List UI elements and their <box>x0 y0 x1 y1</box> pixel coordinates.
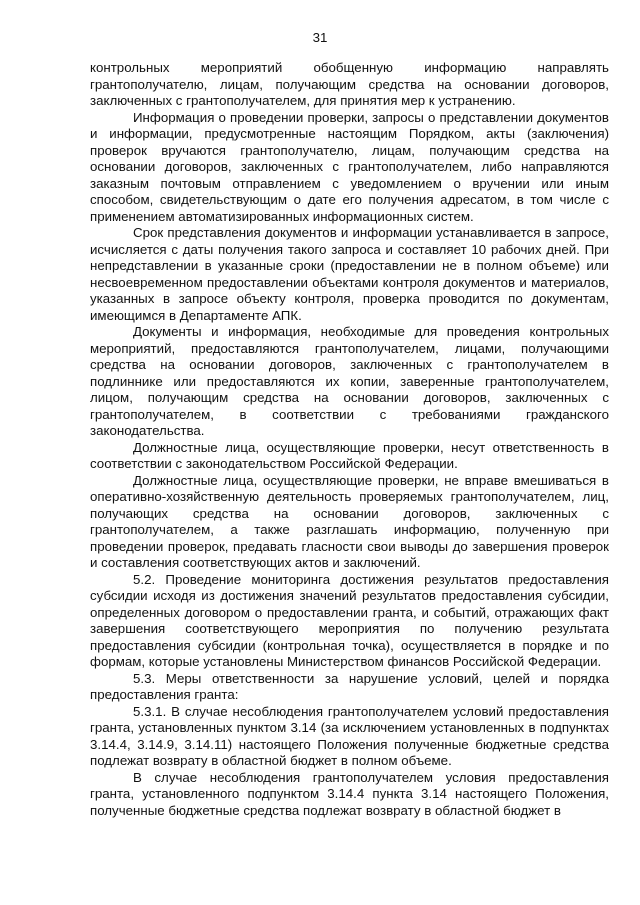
paragraph-inspection-info: Информация о проведении проверки, запросы о представлении документов и информации, предусмотренные настоящим Порядком, акты (заключения) проверок вручаются грантополучателю, лицам, получающим средства на основании договоров, заключенных с грантополучателем, либо направляются заказным почтовым отправлением с уведомлением о вручении или иным способом, свидетельствующим о дате его получения адресатом, в том числе с применением автоматизированных информационных систем. <box>90 109 609 224</box>
paragraph-officials-restrictions: Должностные лица, осуществляющие проверки, не вправе вмешиваться в оперативно-хозяйственную деятельность проверяемых грантополучателем, лиц, получающих средства на основании договоров, заключенных с грантополучателем, а также разглашать информацию, полученную при проведении проверок, предавать гласности свои выводы до завершения проверок и составления соответствующих актов и заключений. <box>90 472 609 570</box>
paragraph-submission-deadline: Срок представления документов и информации устанавливается в запросе, исчисляется с даты получения такого запроса и составляет 10 рабочих дней. При непредставлении в указанные сроки (предоставлении не в полном объеме) или несвоевременном предоставлении объектами контроля документов и материалов, указанных в запросе объекту контроля, проверка проводится по документам, имеющимся в Департаменте АПК. <box>90 225 609 323</box>
paragraph-documents-provided: Документы и информация, необходимые для проведения контрольных мероприятий, предоставляются грантополучателем, лицами, получающими средства на основании договоров, заключенных с грантополучателем в подлиннике или предоставляются их копии, заверенные грантополучателем, лицом, получающим средства на основании договоров, заключенных с грантополучателем, в соответствии с требованиями гражданского законодательства. <box>90 324 609 438</box>
paragraph-5-3-measures: 5.3. Меры ответственности за нарушение условий, целей и порядка предоставления гранта: <box>90 670 609 702</box>
paragraph-5-3-1: 5.3.1. В случае несоблюдения грантополучателем условий предоставления гранта, установленных пунктом 3.14 (за исключением установленных в подпунктах 3.14.4, 3.14.9, 3.14.11) настоящего Положения полученные бюджетные средства подлежат возврату в областной бюджет в полном объеме. <box>90 703 609 768</box>
paragraph-non-compliance: В случае несоблюдения грантополучателем условия предоставления гранта, установленного подпунктом 3.14.4 пункта 3.14 настоящего Положения, полученные бюджетные средства подлежат возврату в областной бюджет в <box>90 769 609 818</box>
document-body <box>90 60 609 819</box>
paragraph-continuation: контрольных мероприятий обобщенную информацию направлять грантополучателю, лицам, получающим средства на основании договоров, заключенных с грантополучателем, для принятия мер к устранению. <box>90 60 609 108</box>
paragraph-officials-responsibility: Должностные лица, осуществляющие проверки, несут ответственность в соответствии с законодательством Российской Федерации. <box>90 439 609 471</box>
paragraph-5-2-monitoring: 5.2. Проведение мониторинга достижения результатов предоставления субсидии исходя из достижения значений результатов предоставления субсидии, определенных договором о предоставлении гранта, и событий, отражающих факт завершения соответствующего мероприятия по получению результата предоставления субсидии (контрольная точка), осуществляется в порядке и по формам, которые установлены Министерством финансов Российской Федерации. <box>90 571 609 669</box>
page-number: 31 <box>312 30 328 45</box>
